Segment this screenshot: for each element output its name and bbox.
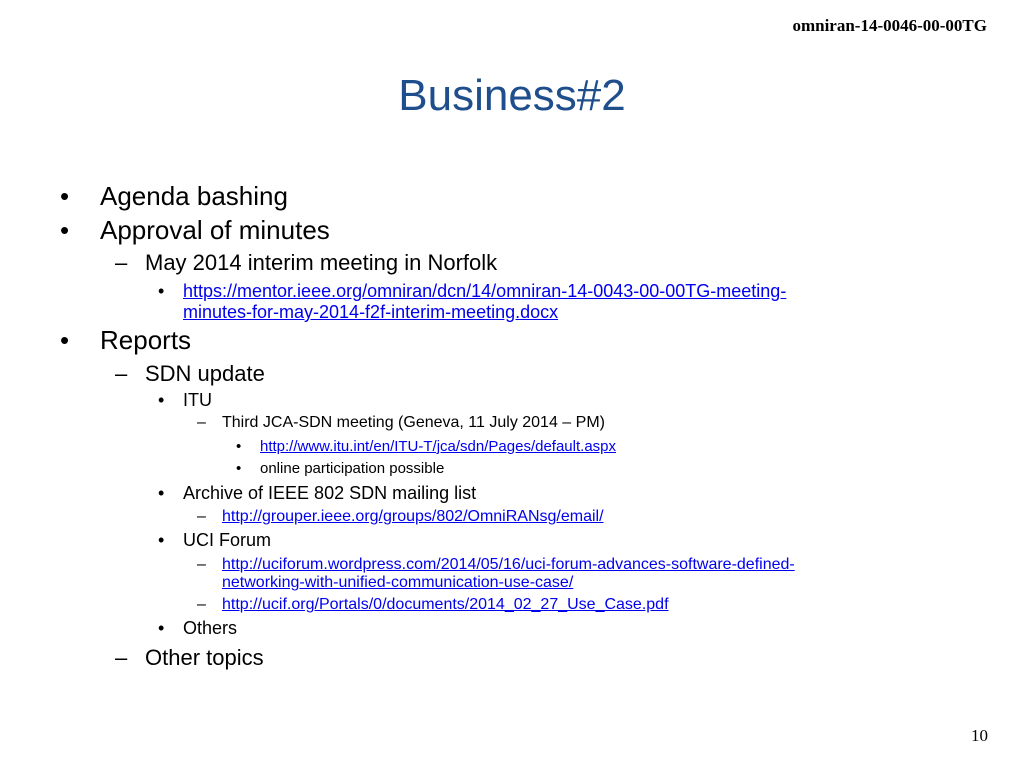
dash-marker: – (197, 508, 206, 525)
minutes-link-line1[interactable]: https://mentor.ieee.org/omniran/dcn/14/omniran-14-0043-00-00TG-meeting- (183, 281, 787, 301)
dash-marker: – (115, 645, 128, 670)
dash-marker: – (115, 250, 128, 275)
item-text: Others (183, 618, 238, 638)
item-text: UCI Forum (183, 530, 272, 550)
bullet-text: Agenda bashing (100, 181, 288, 211)
bullet-text: Approval of minutes (100, 215, 330, 245)
bullet-marker: • (60, 215, 70, 245)
dash-marker: – (197, 414, 206, 431)
item-text: ITU (183, 390, 212, 410)
subbullet-text: May 2014 interim meeting in Norfolk (145, 250, 498, 275)
page-number: 10 (971, 726, 988, 745)
item-text: online participation possible (260, 460, 445, 477)
bullet-marker: • (236, 460, 242, 477)
bullet-text: Reports (100, 325, 192, 355)
bullet-marker: • (60, 181, 70, 211)
bullet-marker: • (158, 618, 165, 638)
bullet-marker: • (60, 325, 70, 355)
bullet-marker: • (158, 390, 165, 410)
dash-marker: – (115, 361, 128, 386)
uciforum-link-line1[interactable]: http://uciforum.wordpress.com/2014/05/16/uci-forum-advances-software-defined- (222, 556, 795, 573)
minutes-link-line2[interactable]: minutes-for-may-2014-f2f-interim-meeting.docx (183, 302, 559, 322)
item-text: Archive of IEEE 802 SDN mailing list (183, 483, 477, 503)
uciforum-link-line2[interactable]: networking-with-unified-communication-use-case/ (222, 574, 574, 591)
slide-title: Business#2 (398, 71, 626, 120)
bullet-marker: • (236, 438, 242, 455)
ucif-pdf-link[interactable]: http://ucif.org/Portals/0/documents/2014_02_27_Use_Case.pdf (222, 596, 669, 613)
bullet-marker: • (158, 530, 165, 550)
document-id: omniran-14-0046-00-00TG (792, 16, 987, 35)
grouper-link[interactable]: http://grouper.ieee.org/groups/802/OmniRANsg/email/ (222, 508, 604, 525)
subbullet-text: Other topics (145, 645, 264, 670)
subbullet-text: SDN update (145, 361, 265, 386)
bullet-marker: • (158, 483, 165, 503)
dash-marker: – (197, 556, 206, 573)
bullet-marker: • (158, 281, 165, 301)
itu-link[interactable]: http://www.itu.int/en/ITU-T/jca/sdn/Pages/default.aspx (260, 438, 617, 455)
dash-marker: – (197, 596, 206, 613)
item-text: Third JCA-SDN meeting (Geneva, 11 July 2014 – PM) (222, 414, 605, 431)
